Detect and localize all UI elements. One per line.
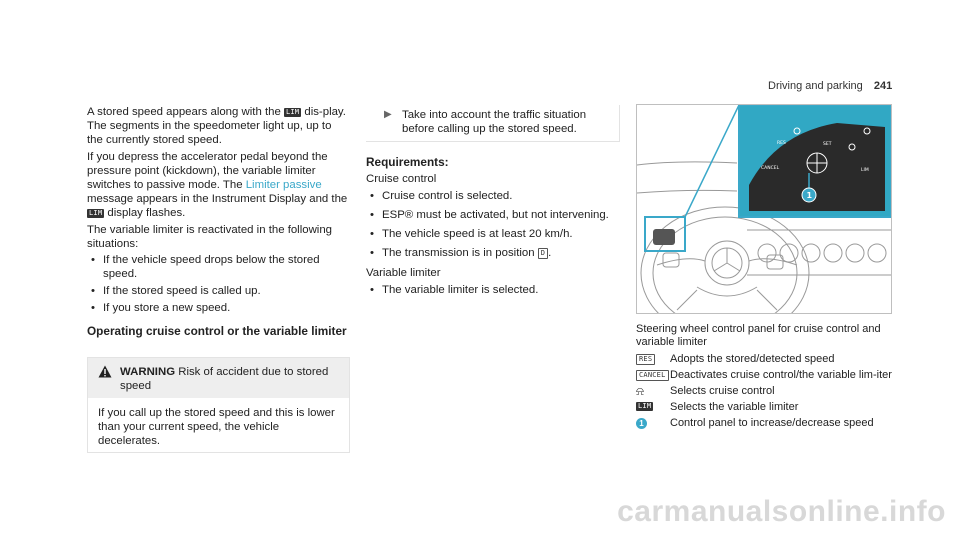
cruise-control-icon: ⍾ — [636, 384, 644, 398]
panel-cancel-label: CANCEL — [761, 166, 780, 171]
list-item: • If you store a new speed. — [87, 301, 350, 315]
section-title: Driving and parking — [768, 80, 863, 92]
page-header — [768, 79, 892, 93]
panel-lim-label: LIM — [861, 168, 869, 173]
steering-wheel-figure — [636, 104, 892, 314]
limiter-requirements-list — [366, 283, 620, 297]
p2-text-after: display flashes. — [107, 207, 186, 219]
figure-caption: Steering wheel control panel for cruise control and variable limiter — [636, 323, 881, 348]
p2-text-before: If you depress the accelerator pedal beyond the pressure point (kickdown), the variable limiter switches to passive mode. The — [87, 151, 328, 191]
column-middle — [366, 105, 620, 297]
cancel-key-icon: CANCEL — [636, 370, 669, 381]
list-item: • If the vehicle speed drops below the stored speed. — [87, 253, 350, 281]
cruise-requirements-list — [366, 189, 620, 260]
warning-triangle-icon — [98, 365, 112, 378]
legend-item-control-panel — [636, 417, 898, 430]
warning-box — [87, 357, 350, 453]
variable-limiter-label: Variable limiter — [366, 267, 441, 279]
list-item: • ESP® must be activated, but not intervening. — [366, 208, 620, 222]
reactivation-list — [87, 253, 350, 315]
legend-text: Deactivates cruise control/the variable lim-iter — [670, 369, 892, 381]
res-key-icon: RES — [636, 354, 655, 365]
watermark: carmanualsonline.info — [617, 495, 946, 528]
p2-text-mid: message appears in the Instrument Display and the — [87, 193, 348, 205]
list-item: • The vehicle speed is at least 20 km/h. — [366, 227, 620, 241]
lim-key-icon: LIM — [89, 209, 103, 217]
p1-text-after: dis-play. The segments in the speedometer light up, up to the currently stored speed. — [87, 106, 346, 146]
paragraph-stored-speed — [87, 105, 350, 147]
page-number: 241 — [873, 80, 893, 92]
cruise-control-label: Cruise control — [366, 173, 437, 185]
legend-item-cancel — [636, 369, 898, 382]
p1-text-before: A stored speed appears along with the — [87, 106, 281, 118]
legend-text: Adopts the stored/detected speed — [670, 353, 835, 365]
legend-text: Selects the variable limiter — [670, 401, 799, 413]
warning-title: WARNING — [120, 366, 176, 378]
figure-callout-1: 1 — [806, 191, 813, 200]
column-left — [87, 105, 350, 453]
legend-item-lim — [636, 401, 898, 414]
lim-key-icon: LIM — [638, 402, 652, 410]
callout-1-badge: 1 — [636, 418, 647, 429]
legend-text: Selects cruise control — [670, 385, 775, 397]
legend-item-cruise — [636, 385, 898, 398]
panel-res-label: RES — [777, 141, 786, 146]
tip-box — [366, 105, 620, 142]
requirements-heading: Requirements: — [366, 155, 449, 169]
list-item: • If the stored speed is called up. — [87, 284, 350, 298]
play-arrow-icon: ▶ — [384, 109, 392, 120]
lim-key-icon: LIM — [285, 108, 300, 116]
legend-item-res — [636, 353, 898, 366]
warning-body: If you call up the stored speed and this is lower than your current speed, the vehicle decelerates. — [98, 407, 335, 447]
legend-list — [636, 353, 898, 430]
paragraph-kickdown — [87, 150, 350, 220]
warning-header — [88, 358, 349, 398]
warning-title-text: Risk of accident due to stored speed — [120, 366, 329, 392]
steering-wheel-illustration — [637, 105, 891, 313]
paragraph-reactivated: The variable limiter is reactivated in the following situations: — [87, 224, 333, 250]
tip-text: Take into account the traffic situation before calling up the stored speed. — [402, 109, 587, 135]
transmission-text: The transmission is in position — [382, 247, 535, 259]
panel-set-label: SET — [823, 142, 832, 147]
gear-d-key-icon: D — [538, 248, 548, 259]
section-heading: Operating cruise control or the variable limiter — [87, 324, 347, 338]
list-item: • Cruise control is selected. — [366, 189, 620, 203]
limiter-passive-link[interactable]: Limiter passive — [245, 179, 322, 191]
list-item: • The transmission is in position D . — [366, 246, 620, 260]
figure-caption-block — [636, 323, 898, 430]
legend-text: Control panel to increase/decrease speed — [670, 417, 874, 429]
list-item: • The variable limiter is selected. — [366, 283, 620, 297]
